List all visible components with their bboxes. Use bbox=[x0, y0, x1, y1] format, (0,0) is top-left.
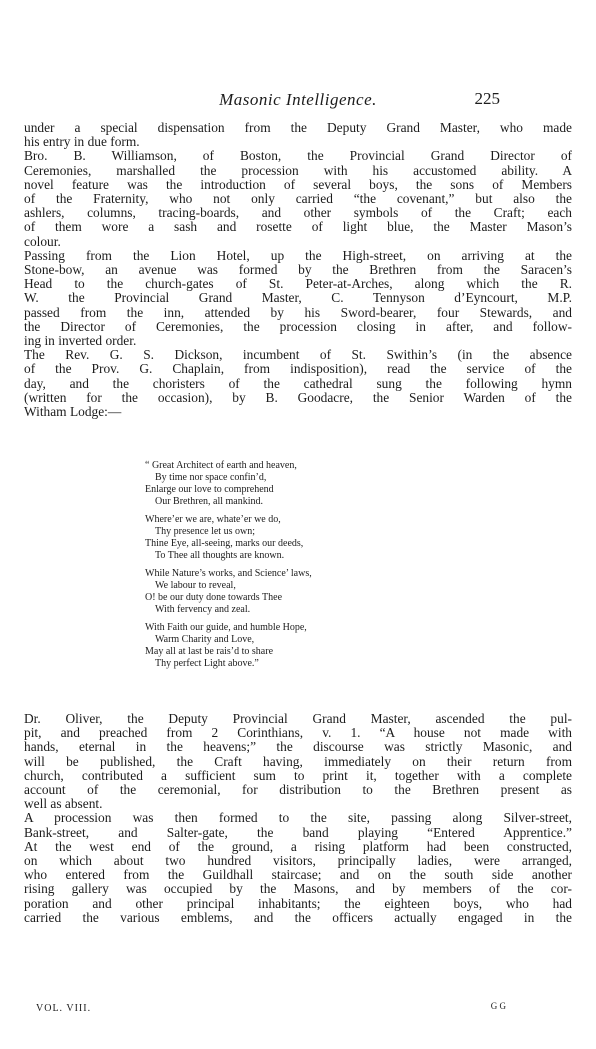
text-line: his entry in due form. bbox=[24, 134, 140, 150]
text-block-top bbox=[24, 121, 572, 419]
text-line: pit, and preached from 2 Corinthians, v. 1. “A house not made with bbox=[24, 725, 572, 741]
text-line: Dr. Oliver, the Deputy Provincial Grand Master, ascended the pul- bbox=[24, 711, 572, 726]
page-number: 225 bbox=[474, 89, 500, 108]
hymn-line: May all at last be rais’d to share bbox=[145, 646, 274, 657]
text-line: ashlers, columns, tracing-boards, and other symbols of the Craft; each bbox=[24, 205, 572, 221]
text-block-bottom bbox=[24, 712, 572, 925]
text-line: who entered from the Guildhall staircase; and on the south side another bbox=[24, 867, 572, 883]
hymn-line: “ Great Architect of earth and heaven, bbox=[145, 460, 297, 471]
text-line: church, contributed a sufficient sum to print it, together with a complete bbox=[24, 767, 572, 783]
hymn bbox=[145, 460, 445, 676]
text-line: colour. bbox=[24, 233, 61, 249]
page-footer bbox=[32, 1003, 552, 1017]
hymn-line: Warm Charity and Love, bbox=[155, 634, 255, 645]
text-line: of them wore a sash and rosette of light blue, the Master Mason’s bbox=[24, 219, 572, 235]
text-line: day, and the choristers of the cathedral sung the following hymn bbox=[24, 375, 572, 391]
text-line: of the Fraternity, who not only carried “the covenant,” but also the bbox=[24, 191, 572, 207]
text-line: well as absent. bbox=[24, 796, 103, 812]
hymn-line: Thy presence let us own; bbox=[155, 526, 255, 537]
hymn-line: With Faith our guide, and humble Hope, bbox=[145, 622, 307, 633]
hymn-stanza bbox=[145, 622, 445, 670]
hymn-stanza bbox=[145, 460, 445, 508]
text-line: the Director of Ceremonies, the procession closing in after, and follow- bbox=[24, 318, 572, 334]
volume-label: VOL. VIII. bbox=[36, 1003, 92, 1014]
text-line: Head to the church-gates of St. Peter-at-Arches, along which the R. bbox=[24, 276, 572, 292]
text-line: The Rev. G. S. Dickson, incumbent of St. Swithin’s (in the absence bbox=[24, 347, 572, 363]
signature-mark: G G bbox=[490, 1001, 506, 1011]
text-line: will be published, the Craft having, immediately on their return from bbox=[24, 753, 572, 769]
text-line: A procession was then formed to the site, passing along Silver-street, bbox=[24, 810, 572, 826]
hymn-line: Enlarge our love to comprehend bbox=[145, 484, 274, 495]
text-line: Ceremonies, marshalled the procession with his accustomed ability. A bbox=[24, 162, 572, 178]
text-line: account of the ceremonial, for distribution to the Brethren present as bbox=[24, 782, 572, 798]
hymn-line: With fervency and zeal. bbox=[155, 604, 251, 615]
text-line: At the west end of the ground, a rising platform had been constructed, bbox=[24, 838, 572, 854]
hymn-line: Thy perfect Light above.” bbox=[155, 658, 259, 669]
paragraph-bottom bbox=[24, 712, 572, 925]
hymn-line: While Nature’s works, and Science’ laws, bbox=[145, 568, 312, 579]
text-line: Stone-bow, an avenue was formed by the Brethren from the Saracen’s bbox=[24, 262, 572, 278]
text-line: of the Prov. G. Chaplain, from indisposition), read the service of the bbox=[24, 361, 572, 377]
page-header bbox=[0, 90, 596, 112]
running-head: Masonic Intelligence. bbox=[219, 90, 377, 109]
text-line: passed from the inn, attended by his Sword-bearer, four Stewards, and bbox=[24, 304, 572, 320]
text-line: Witham Lodge:— bbox=[24, 404, 122, 420]
text-line: ing in inverted order. bbox=[24, 333, 137, 349]
hymn-line: Our Brethren, all mankind. bbox=[155, 496, 264, 507]
text-line: carried the various emblems, and the officers actually engaged in the bbox=[24, 909, 572, 925]
hymn-line: O! be our duty done towards Thee bbox=[145, 592, 283, 603]
hymn-stanza bbox=[145, 514, 445, 562]
hymn-line: By time nor space confin’d, bbox=[155, 472, 267, 483]
hymn-line: Where’er we are, whate’er we do, bbox=[145, 514, 281, 525]
hymn-line: To Thee all thoughts are known. bbox=[155, 550, 285, 561]
text-line: hands, eternal in the heavens;” the discourse was strictly Masonic, and bbox=[24, 739, 572, 755]
text-line: W. the Provincial Grand Master, C. Tennyson d’Eyncourt, M.P. bbox=[24, 290, 572, 306]
text-line: Bro. B. Williamson, of Boston, the Provincial Grand Director of bbox=[24, 148, 572, 164]
hymn-line: Thine Eye, all-seeing, marks our deeds, bbox=[145, 538, 304, 549]
text-line: (written for the occasion), by B. Goodacre, the Senior Warden of the bbox=[24, 389, 572, 405]
text-line: under a special dispensation from the Deputy Grand Master, who made bbox=[24, 120, 572, 135]
text-line: novel feature was the introduction of several boys, the sons of Members bbox=[24, 176, 572, 192]
text-line: Bank-street, and Salter-gate, the band playing “Entered Apprentice.” bbox=[24, 824, 572, 840]
hymn-line: We labour to reveal, bbox=[155, 580, 236, 591]
paragraph-top bbox=[24, 121, 572, 419]
text-line: on which about two hundred visitors, principally ladies, were arranged, bbox=[24, 853, 572, 869]
hymn-stanza bbox=[145, 568, 445, 616]
text-line: Passing from the Lion Hotel, up the High-street, on arriving at the bbox=[24, 247, 572, 263]
text-line: rising gallery was occupied by the Masons, and by members of the cor- bbox=[24, 881, 572, 897]
text-line: poration and other principal inhabitants; the eighteen boys, who had bbox=[24, 895, 572, 911]
